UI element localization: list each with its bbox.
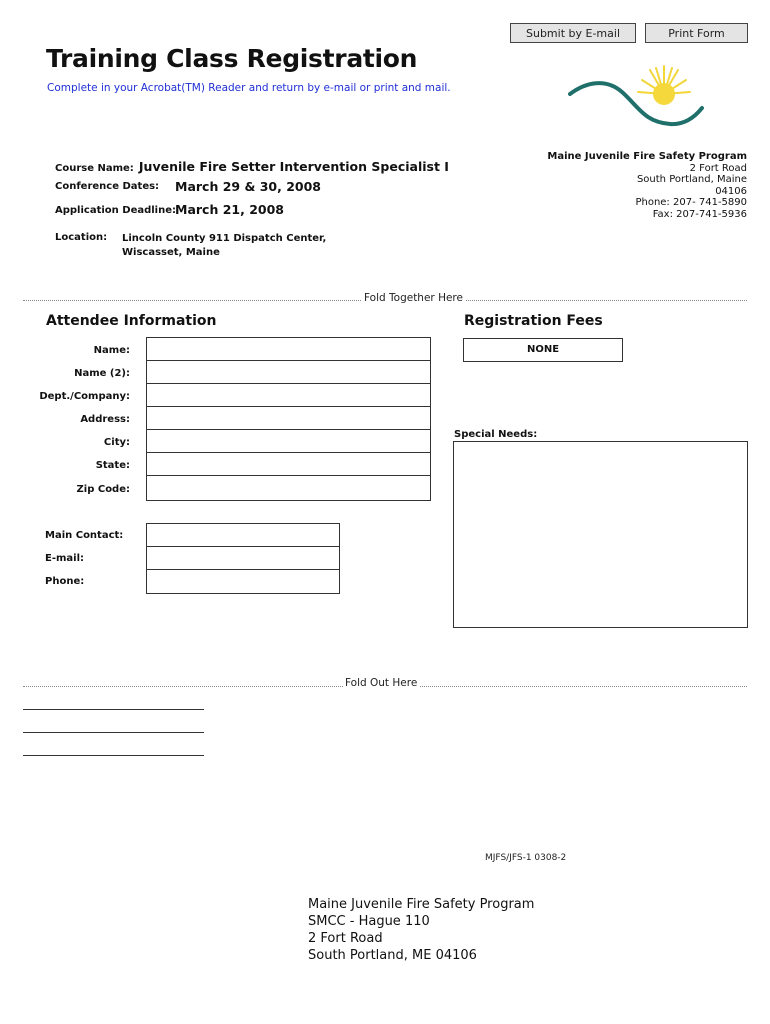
mailing-address	[308, 896, 534, 964]
registration-fees-heading: Registration Fees	[464, 313, 603, 329]
application-deadline-value: March 21, 2008	[175, 202, 284, 217]
form-code: MJFS/JFS-1 0308-2	[485, 853, 567, 863]
dept-company-field[interactable]	[146, 383, 431, 407]
return-address-line-2[interactable]	[23, 732, 204, 733]
special-needs-field[interactable]	[453, 441, 748, 628]
location-line-2: Wiscasset, Maine	[122, 247, 220, 258]
city-label: City:	[103, 437, 130, 448]
city-field[interactable]	[146, 429, 431, 453]
address-label: Address:	[80, 414, 130, 425]
zip-code-label: Zip Code:	[76, 484, 130, 495]
course-name-row	[55, 156, 449, 175]
email-field[interactable]	[146, 546, 340, 570]
page-subtitle: Complete in your Acrobat(TM) Reader and return by e-mail or print and mail.	[47, 82, 451, 94]
fold-together-label: Fold Together Here	[364, 292, 463, 304]
location-label: Location:	[55, 232, 108, 243]
location-value	[122, 232, 326, 260]
special-needs-label: Special Needs:	[454, 429, 538, 440]
org-phone: Phone: 207- 741-5890	[635, 197, 747, 208]
name-field[interactable]	[146, 337, 431, 361]
submit-by-email-button[interactable]: Submit by E-mail	[510, 23, 636, 43]
org-street: 2 Fort Road	[689, 162, 747, 174]
return-address-line-3[interactable]	[23, 755, 204, 756]
mailing-line-4: South Portland, ME 04106	[308, 948, 477, 963]
sun-and-wave-logo-icon	[566, 58, 706, 128]
mailing-line-1: Maine Juvenile Fire Safety Program	[308, 897, 535, 912]
email-label: E-mail:	[45, 553, 85, 564]
phone-label: Phone:	[45, 576, 85, 587]
application-deadline-label: Application Deadline:	[55, 205, 177, 216]
phone-field[interactable]	[146, 569, 340, 594]
org-fax: Fax: 207-741-5936	[652, 208, 747, 220]
registration-fee-value: NONE	[463, 338, 623, 362]
return-address-line-1[interactable]	[23, 709, 204, 710]
org-address	[547, 151, 747, 220]
state-field[interactable]	[146, 452, 431, 476]
main-contact-label: Main Contact:	[45, 530, 124, 541]
mailing-line-2: SMCC - Hague 110	[308, 914, 430, 929]
print-form-button[interactable]: Print Form	[645, 23, 748, 43]
name2-field[interactable]	[146, 360, 431, 384]
zip-code-field[interactable]	[146, 475, 431, 501]
conference-dates-value: March 29 & 30, 2008	[175, 179, 321, 194]
location-line-1: Lincoln County 911 Dispatch Center,	[122, 233, 327, 244]
attendee-heading: Attendee Information	[46, 313, 217, 329]
org-name: Maine Juvenile Fire Safety Program	[547, 151, 747, 162]
name2-label: Name (2):	[74, 368, 130, 379]
org-zip: 04106	[715, 185, 747, 197]
mailing-line-3: 2 Fort Road	[308, 931, 383, 946]
main-contact-field[interactable]	[146, 523, 340, 547]
name-label: Name:	[93, 345, 130, 356]
state-label: State:	[95, 460, 130, 471]
org-city: South Portland, Maine	[636, 174, 747, 185]
address-field[interactable]	[146, 406, 431, 430]
course-name-label: Course Name:	[55, 163, 134, 174]
dept-company-label: Dept./Company:	[39, 391, 130, 402]
fold-out-label: Fold Out Here	[345, 677, 418, 689]
page-title: Training Class Registration	[46, 44, 418, 73]
conference-dates-label: Conference Dates:	[55, 181, 160, 192]
course-name-value: Juvenile Fire Setter Intervention Specialist I	[138, 159, 449, 174]
